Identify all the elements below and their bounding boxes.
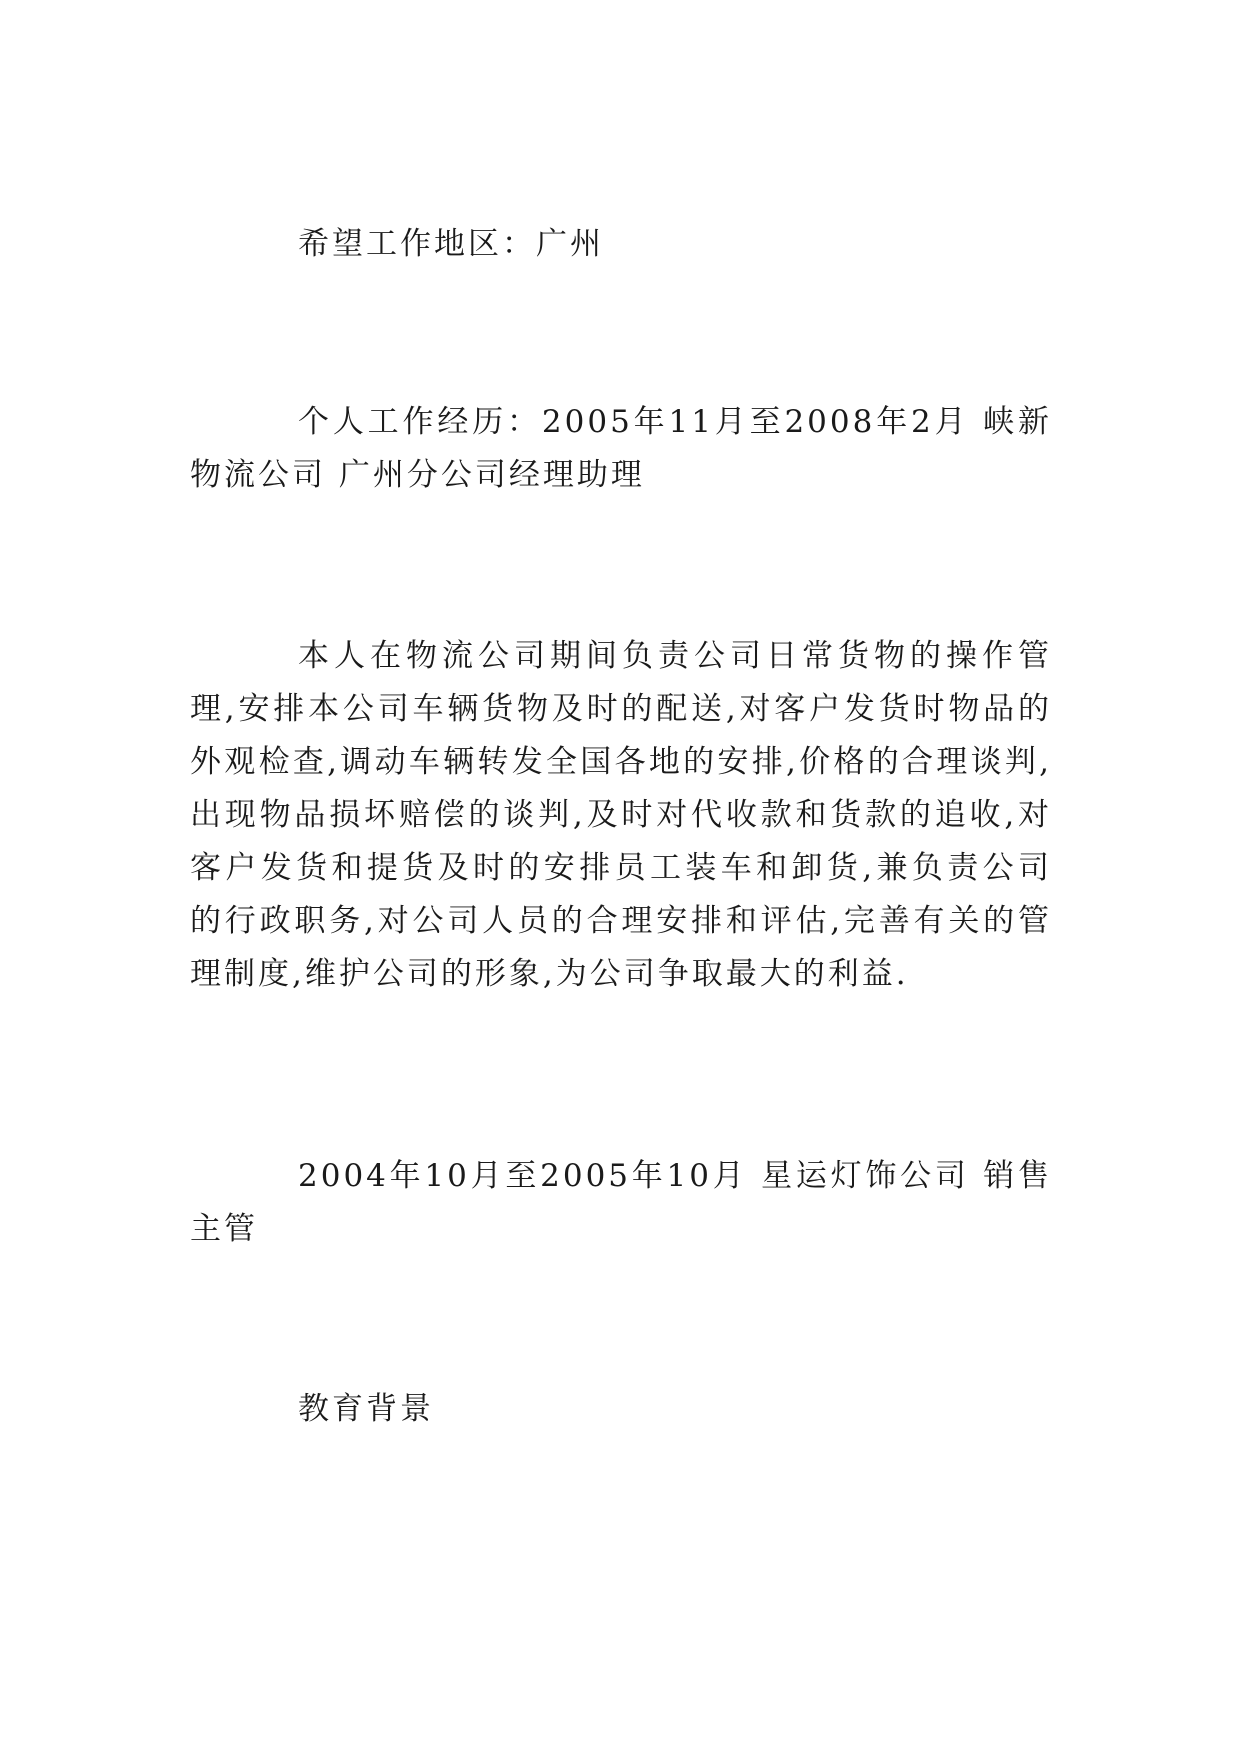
work-experience-paragraph-2: 2004年10月至2005年10月 星运灯饰公司 销售主管 (190, 1158, 1052, 1247)
work-experience-paragraph-1: 个人工作经历：2005年11月至2008年2月 峡新物流公司 广州分公司经理助理 (190, 404, 1052, 493)
job-duties-paragraph: 本人在物流公司期间负责公司日常货物的操作管理,安排本公司车辆货物及时的配送,对客户发货时物品的外观检查,调动车辆转发全国各地的安排,价格的合理谈判,出现物品损坏赔偿的谈判,及时对代收款和货款的追收,对客户发货和提货及时的安排员工装车和卸货,兼负责公司的行政职务,对公司人员的合理安排和评估,完善有关的管理制度,维护公司的形象,为公司争取最大的利益. (190, 638, 1052, 992)
education-heading: 教育背景 (298, 1391, 434, 1427)
desired-work-area-paragraph: 希望工作地区：广州 (298, 226, 604, 262)
